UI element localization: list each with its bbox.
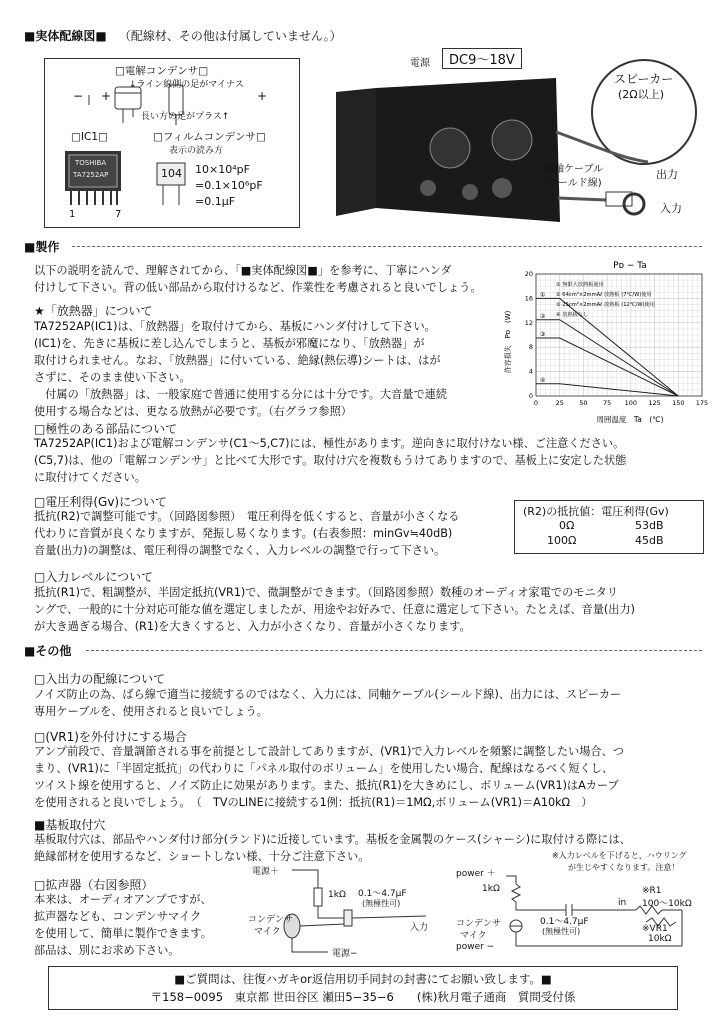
- chart-y-tick-label: 20: [524, 270, 533, 278]
- chart-x-label: 周囲温度 Ta (℃): [596, 415, 664, 424]
- chart-title: Pᴅ − Ta: [613, 261, 647, 271]
- chart-x-tick-label: 25: [555, 399, 564, 407]
- loudspeaker-line: を使用して、簡単に製作できます。: [34, 927, 212, 940]
- input-label: 入力: [660, 202, 682, 215]
- footer-box: [48, 966, 678, 1010]
- diagram2-vr1-label: ※VR1: [642, 924, 668, 934]
- layout-section-title: ■実体配線図■ （配線材、その他は付属していません。）: [24, 29, 342, 43]
- electrolytic-note-plus: 長い方の足がプラス↑: [141, 112, 230, 122]
- chart-x-tick-label: 175: [695, 399, 709, 407]
- diagram2-vr1-value: 10kΩ: [648, 934, 672, 944]
- assembly-intro: [34, 262, 482, 296]
- polarity-line: (C5,7)は、他の「電解コンデンサ」と比べて大形です。取付け穴を複数もうけてありますので、基板上に安定した状態: [34, 454, 627, 467]
- loudspeaker-line: 本来は、オーディオアンプですが、: [34, 893, 212, 906]
- mounting-heading: ■基板取付穴: [34, 818, 106, 832]
- heatsink-text: [34, 318, 447, 420]
- vr-external-line: ツイスト線を使用すると、ノイズ防止に効果があります。また、抵抗(R1)を大きめにし、ボリューム(VR1)はAカーブ: [34, 779, 619, 792]
- diagram2-resistor: 1kΩ: [482, 884, 500, 894]
- diagram2-mic-2: マイク: [460, 931, 487, 941]
- diagram2-mic-1: コンデンサ: [456, 919, 501, 929]
- output-label: 出力: [656, 168, 678, 181]
- chart-y-label: 許容損失 Pᴅ (W): [504, 310, 512, 374]
- mounting-line: 基板取付穴は、部品やハンダ付け部分(ランド)に近接しています。基板を金属製のケース(シャーシ)に取付ける際には、: [34, 833, 631, 846]
- chart-x-tick-label: 125: [648, 399, 661, 407]
- diagram2-note-2: が生じやすくなります。注意！: [568, 863, 680, 872]
- loudspeaker-wiring-diagram: [248, 860, 444, 960]
- gain-table: [514, 500, 704, 554]
- minus-sign: −: [73, 89, 84, 103]
- chart-y-tick-label: 16: [524, 294, 533, 303]
- diagram2-note-1: ※入力レベルを下げると、ハウリング: [552, 851, 687, 860]
- gain-line: 代わりに音質が良くなりますが、発振し易くなります。(右表参照：minGv≒40dB): [34, 527, 453, 540]
- chart-series-label: ②: [540, 312, 546, 320]
- input-level-text: [34, 584, 635, 635]
- voltage-label: DC9〜18V: [442, 48, 522, 69]
- heatsink-line: さずに、そのまま使い下さい。: [34, 371, 191, 384]
- polarity-text: [34, 435, 626, 486]
- other-section-title: ■その他: [24, 644, 72, 658]
- plus-sign-right: +: [257, 89, 268, 103]
- input-level-line: ングで、一般的に十分対応可能な値を選定しましたが、用途やお好みで、任意に選定して下さい。たとえば、音量(出力): [34, 603, 635, 616]
- ic-pin-left: 1: [69, 209, 76, 220]
- input-level-line: が大き過ぎる場合、(R1)を大きくすると、入力が小さくなり、音量が小さくなります。: [34, 620, 471, 633]
- speaker-label: スピーカー: [614, 72, 674, 86]
- chart-y-tick-label: 8: [528, 343, 533, 352]
- assembly-section-title: ■製作: [24, 240, 60, 254]
- diagram1-resistor: 1kΩ: [328, 890, 346, 900]
- input-level-heading: □入力レベルについて: [34, 570, 154, 584]
- chart-legend-entry: ④ 放熱板なし: [556, 312, 589, 318]
- plus-sign: +: [101, 89, 112, 103]
- diagram1-capacitor: 0.1〜4.7μF: [358, 889, 407, 899]
- diagram2-in-label: in: [618, 898, 627, 908]
- heatsink-line: TA7252AP(IC1)は、「放熱器」を取付けてから、基板にハンダ付けして下さい。: [34, 320, 436, 333]
- heatsink-line: 付属の「放熱器」は、一般家庭で普通に使用する分には十分です。大音量で連続: [34, 388, 448, 401]
- diagram2-r1-label: ※R1: [642, 886, 662, 896]
- chart-y-tick-label: 4: [528, 367, 533, 376]
- io-wiring-line: ノイズ防止の為、ばら線で適当に接続するのではなく、入力には、同軸ケーブル(シールド線)、出力には、スピーカー: [34, 688, 622, 701]
- heatsink-line: 取付けられません。なお、「放熱器」に付いている、絶縁(熱伝導)シートは、はが: [34, 354, 441, 367]
- diagram1-power-plus: 電源＋: [252, 867, 280, 877]
- assembly-rule: [72, 246, 702, 247]
- footer-line-2: 〒158−0095 東京都 世田谷区 瀬田5−35−6 (株)秋月電子通商 質問受付係: [150, 990, 576, 1004]
- coax-label-2: (シールド線): [544, 178, 602, 189]
- parts-reference-box: [44, 58, 300, 228]
- chart-legend-entry: ② 64cm²×2mmAℓ 放熱板 (7℃/W)使用: [556, 292, 652, 298]
- ic-pin-right: 7: [115, 209, 122, 220]
- loudspeaker-line: 部品は、別にお求め下さい。: [34, 944, 180, 957]
- layout-section-note: （配線材、その他は付属していません。）: [118, 29, 342, 43]
- speaker-ohm: (2Ω以上): [618, 88, 664, 101]
- loudspeaker-text: [34, 891, 212, 959]
- gain-table-gv: 53dB: [635, 519, 664, 532]
- vr-external-line: まり、(VR1)に「半固定抵抗」の代わりに「パネル取付のボリューム」を使用したい場合、配線はなるべく短くし、: [34, 762, 614, 775]
- diagram1-mic-1: コンデンサ: [248, 915, 293, 925]
- diagram2-power-minus: power −: [456, 942, 495, 952]
- chart-series-label: ③: [540, 331, 546, 339]
- io-wiring-line: 専用ケーブルを、使用されると良いでしょう。: [34, 705, 268, 718]
- diagram1-input: 入力: [410, 923, 429, 933]
- polarity-heading: □極性のある部品について: [34, 422, 178, 436]
- chart-series-label: ④: [540, 376, 546, 384]
- board-photo: [330, 48, 710, 236]
- film-line-1: 10×10⁴pF: [195, 163, 250, 176]
- input-level-line: 抵抗(R1)で、粗調整が、半固定抵抗(VR1)で、微調整ができます。（回路図参照）数種のオーディオ家電でのモニタリ: [34, 586, 619, 599]
- diagram2-r1-value: 100〜10kΩ: [642, 899, 692, 909]
- vr-external-heading: □(VR1)を外付けにする場合: [34, 730, 187, 744]
- vr-external-line: アンプ前段で、音量調節される事を前提として設計してありますが、(VR1)で入力レベルを頻繁に調整したい場合、つ: [34, 745, 624, 758]
- gain-line: 音量(出力)の調整は、電圧利得の調整でなく、入力レベルの調整で行って下さい。: [34, 544, 446, 557]
- diagram2-cap-note: (無極性可): [542, 927, 581, 936]
- polarity-line: に取付けてください。: [34, 471, 146, 484]
- footer-line-1: ■ご質問は、往復ハガキor返信用切手同封の封書にてお願い致します。■: [174, 972, 552, 986]
- film-subtitle: 表示の読み方: [169, 146, 224, 156]
- gain-table-r: 100Ω: [547, 534, 577, 547]
- chart-x-tick-label: 75: [603, 399, 612, 407]
- io-wiring-text: [34, 686, 621, 720]
- chart-series-label: ①: [540, 291, 546, 299]
- mounting-line: 絶縁部材を使用するなど、ショートしない様、十分ご注意下さい。: [34, 850, 370, 863]
- vr-external-line: を使用されると良いでしょう。 （ TVのLINEに接続する1例：抵抗(R1)＝1MΩ,ボリューム(VR1)＝A10kΩ ）: [34, 796, 593, 809]
- gain-table-r: 0Ω: [559, 519, 575, 532]
- chart-x-tick-label: 0: [533, 399, 539, 407]
- power-label: 電源: [410, 58, 430, 69]
- ic-brand: TOSHIBA: [75, 159, 107, 167]
- other-rule: [86, 650, 702, 651]
- vr-external-text: [34, 743, 624, 811]
- film-code: 104: [161, 167, 182, 180]
- assembly-intro-line: 以下の説明を読んで、理解されてから、「■実体配線図■」を参考に、丁寧にハンダ: [34, 264, 452, 277]
- diagram2-capacitor: 0.1〜4.7μF: [540, 917, 589, 927]
- film-line-3: =0.1μF: [195, 195, 236, 208]
- ic-part: TA7252AP: [73, 171, 109, 179]
- gain-table-header: (R2)の抵抗値：電圧利得(Gv): [523, 505, 669, 518]
- coax-label-1: 同軸ケーブル: [544, 164, 604, 175]
- loudspeaker-schematic: [456, 850, 712, 962]
- diagram1-mic-2: マイク: [254, 927, 281, 937]
- gain-heading: □電圧利得(Gv)について: [34, 495, 167, 509]
- polarity-line: TA7252AP(IC1)および電解コンデンサ(C1〜5,C7)には、極性があります。逆向きに取付けない様、ご注意ください。: [34, 437, 625, 450]
- chart-legend-entry: ① 無限大放熱板使用: [556, 282, 604, 288]
- film-title: □フィルムコンデンサ□: [153, 131, 266, 143]
- gain-line: 抵抗(R2)で調整可能です。（回路図参照） 電圧利得を低くすると、音量が小さくなる: [34, 510, 460, 523]
- chart-y-tick-label: 0: [528, 392, 533, 400]
- chart-legend-entry: ③ 25cm²×2mmAℓ 放熱板 (12℃/W)使用: [556, 302, 655, 308]
- heatsink-heading: ★「放熱器」について: [34, 304, 153, 318]
- chart-plot-area: [525, 270, 708, 407]
- heatsink-line: 使用する場合などは、更なる放熱が必要です。（右グラフ参照）: [34, 405, 352, 418]
- electrolytic-title: □電解コンデンサ□: [115, 65, 209, 77]
- loudspeaker-heading: □拡声器（右図参照）: [34, 878, 154, 892]
- chart-x-tick-label: 50: [579, 399, 588, 407]
- electrolytic-note-minus: ↓ライン線側の足がマイナス: [129, 80, 244, 90]
- film-line-2: =0.1×10⁶pF: [195, 179, 263, 192]
- pd-ta-chart: [502, 258, 714, 426]
- heatsink-line: (IC1)を、先きに基板に差し込んでしまうと、基板が邪魔になり、「放熱器」が: [34, 337, 425, 350]
- gain-text: [34, 508, 459, 559]
- chart-y-tick-label: 12: [524, 318, 533, 327]
- gain-table-gv: 45dB: [635, 534, 664, 547]
- diagram2-power-plus: power ＋: [456, 869, 496, 879]
- ic-title: □IC1□: [71, 131, 108, 143]
- assembly-intro-line: 付けして下さい。背の低い部品から取付けるなど、作業性を考慮されると良いでしょう。: [34, 281, 482, 294]
- diagram1-cap-note: (無極性可): [362, 899, 401, 908]
- io-wiring-heading: □入出力の配線について: [34, 672, 166, 686]
- loudspeaker-line: 拡声器なども、コンデンサマイク: [34, 910, 202, 923]
- chart-x-tick-label: 100: [624, 399, 638, 407]
- chart-x-tick-label: 150: [672, 399, 685, 407]
- diagram1-power-minus: 電源−: [332, 949, 358, 959]
